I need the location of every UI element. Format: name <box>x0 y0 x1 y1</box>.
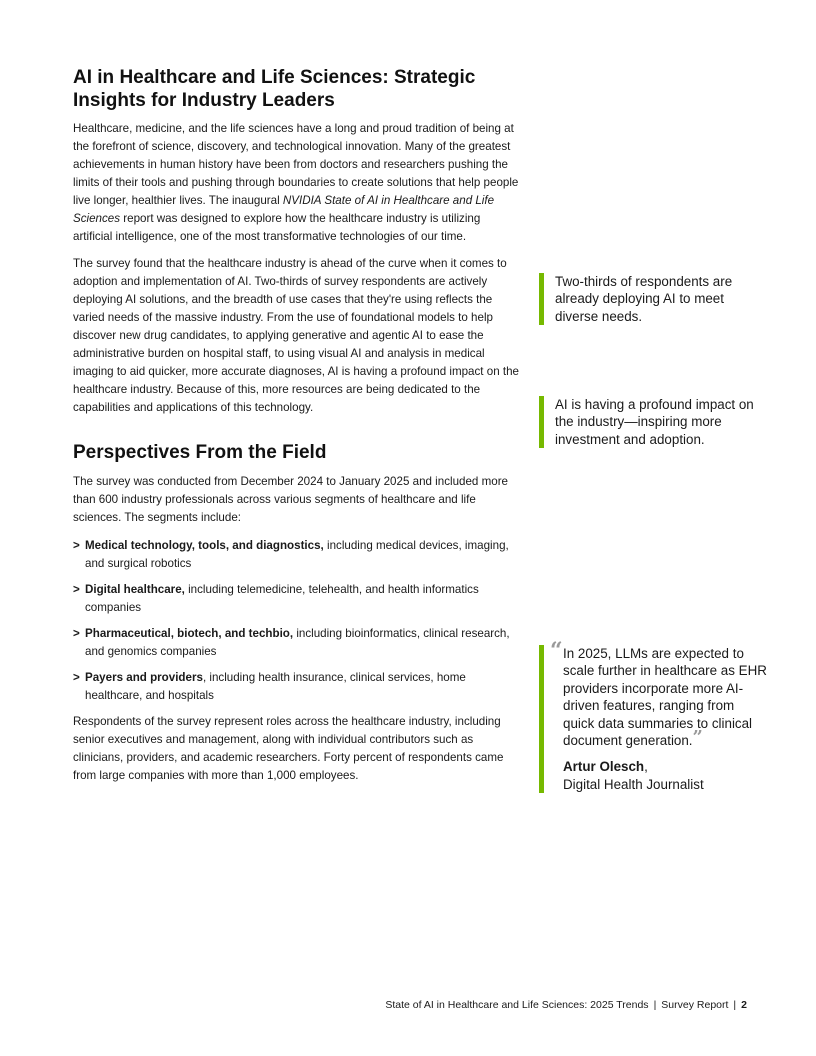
segment-description: including telemedicine, telehealth, and health informatics companies <box>85 583 479 614</box>
section-title-strategic-insights: AI in Healthcare and Life Sciences: Strategic Insights for Industry Leaders <box>73 67 476 111</box>
segment-description: including bioinformatics, clinical research, and genomics companies <box>85 627 510 658</box>
footer-separator: | <box>653 999 657 1011</box>
segment-name: Pharmaceutical, biotech, and techbio, <box>85 627 294 640</box>
intro-paragraph <box>73 120 521 246</box>
segment-description: including medical devices, imaging, and surgical robotics <box>85 539 509 570</box>
list-item <box>73 625 521 661</box>
callout-deploying-ai: Two-thirds of respondents are already deploying AI to meet diverse needs. <box>539 273 765 325</box>
quote-author-role: Digital Health Journalist <box>563 776 704 792</box>
footer-separator: | <box>733 999 737 1011</box>
survey-findings-paragraph: The survey found that the healthcare industry is ahead of the curve when it comes to adoption and implementation of AI. Two-thirds of survey respondents are actively deploying AI solutions, and the breadth of use cases that they're using reflects the varied needs of the massive industry. From the use of foundational models to help discover new drug candidates, to applying generative and agentic AI to ease the administrative burden on hospital staff, to using visual AI and analysis in medical imaging to aid quicker, more accurate diagnoses, AI is having a profound impact on the healthcare industry. Because of this, more resources are being dedicated to the capabilities and applications of this technology. <box>73 257 519 414</box>
list-item <box>73 669 521 705</box>
respondents-paragraph: Respondents of the survey represent roles across the healthcare industry, including senior executives and management, along with individual contributors such as clinicians, providers, and academic researchers. Forty percent of respondents came from large companies with more than 1,000 employees. <box>73 715 504 782</box>
page-footer <box>385 999 747 1011</box>
intro-text-b: report was designed to explore how the healthcare industry is utilizing artificial intelligence, one of the most transformative technologies of our time. <box>73 212 481 243</box>
main-column <box>73 66 521 785</box>
list-item <box>73 581 521 617</box>
segment-name: Digital healthcare, <box>85 583 185 596</box>
open-quote-icon: “ <box>550 638 563 664</box>
quote-author: Artur Olesch <box>563 759 645 775</box>
quote-text: In 2025, LLMs are expected to scale further in healthcare as EHR providers incorporate more AI-driven features, ranging from quick data summaries to clinical document generation. <box>563 646 767 749</box>
section-title-perspectives: Perspectives From the Field <box>73 442 327 463</box>
report-title-italic: NVIDIA State of AI in Healthcare and Life Sciences <box>73 194 495 225</box>
pull-quote <box>539 638 768 793</box>
footer-doc-type: Survey Report <box>661 999 729 1011</box>
quote-author-suffix: , <box>644 759 648 775</box>
quote-author-line <box>550 758 768 775</box>
callout-profound-impact: AI is having a profound impact on the industry—inspiring more investment and adoption. <box>539 396 765 448</box>
chevron-right-icon: > <box>73 627 80 640</box>
segment-description: , including health insurance, clinical services, home healthcare, and hospitals <box>85 671 466 702</box>
page-number: 2 <box>741 999 747 1011</box>
chevron-right-icon: > <box>73 671 80 684</box>
footer-report-title: State of AI in Healthcare and Life Sciences: 2025 Trends <box>385 999 649 1011</box>
segments-list <box>73 537 521 705</box>
quote-body <box>550 638 768 749</box>
list-item <box>73 537 521 573</box>
segment-name: Medical technology, tools, and diagnostics, <box>85 539 324 552</box>
segment-name: Payers and providers <box>85 671 203 684</box>
chevron-right-icon: > <box>73 539 80 552</box>
chevron-right-icon: > <box>73 583 80 596</box>
intro-text-a: Healthcare, medicine, and the life sciences have a long and proud tradition of being at the forefront of science, discovery, and technological innovation. Many of the greatest achievements in human history have been from doctors and researchers pushing the limits of their tools and pushing through boundaries to create solutions that help people live longer, healthier lives. The inaugural <box>73 122 519 207</box>
survey-intro-paragraph: The survey was conducted from December 2024 to January 2025 and included more than 600 industry professionals across various segments of healthcare and life sciences. The segments include: <box>73 475 509 524</box>
close-quote-icon: ” <box>692 727 703 749</box>
